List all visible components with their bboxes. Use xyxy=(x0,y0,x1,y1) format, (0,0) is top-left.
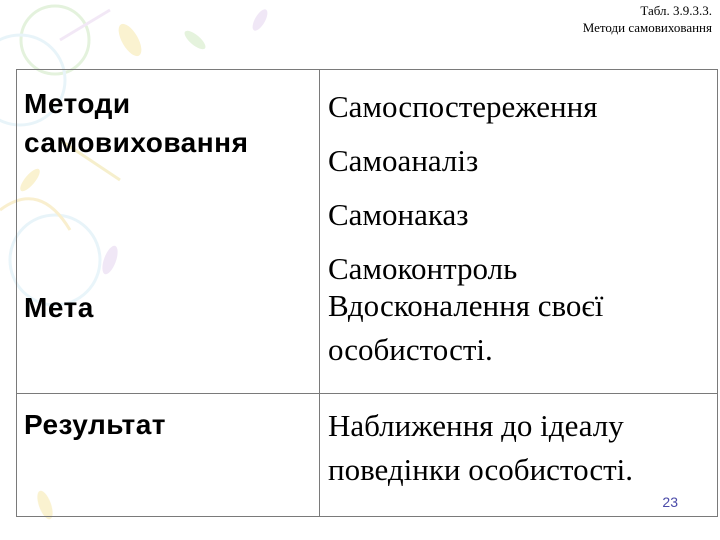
row-label-goal xyxy=(24,288,94,327)
caption-number: Табл. 3.9.3.3. xyxy=(640,3,712,18)
row-divider xyxy=(16,393,718,394)
cell-value: Самонаказ xyxy=(328,197,469,232)
cell-value: Наближення до ідеалу xyxy=(328,408,624,443)
table-caption xyxy=(583,2,712,36)
row-values-result xyxy=(328,404,633,492)
caption-title: Методи самовиховання xyxy=(582,20,712,35)
column-divider xyxy=(319,69,320,517)
row-label-line: Мета xyxy=(24,292,94,323)
row-label-line: Методи xyxy=(24,88,131,119)
row-label-methods xyxy=(24,84,248,162)
cell-value: Самоспостереження xyxy=(328,89,598,124)
row-label-result xyxy=(24,405,166,444)
cell-value: Вдосконалення своєї xyxy=(328,288,604,323)
cell-value: особистості. xyxy=(328,332,493,367)
row-label-line: Результат xyxy=(24,409,167,440)
cell-value: поведінки особистості. xyxy=(328,452,634,487)
cell-value: Самоконтроль xyxy=(328,251,518,286)
row-label-line: самовиховання xyxy=(24,127,249,158)
row-values-goal xyxy=(328,284,603,372)
page-number: 23 xyxy=(662,494,678,510)
row-values-methods xyxy=(328,80,597,296)
cell-value: Самоаналіз xyxy=(328,143,479,178)
